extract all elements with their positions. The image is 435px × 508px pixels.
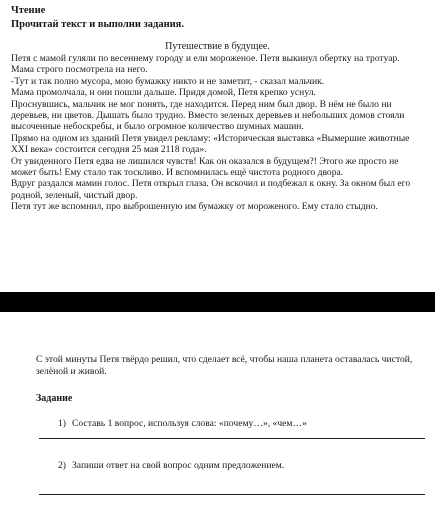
task-number: 2): [58, 460, 66, 471]
story-title: Путешествие в будущее.: [165, 41, 270, 52]
story-paragraph: -Тут и так полно мусора, мою бумажку никто и не заметит, - сказал мальчик.: [11, 75, 325, 87]
task-item: [58, 460, 284, 471]
story-paragraph: Петя тут же вспомнил, про выброшенную им бумажку от мороженого. Ему стало стыдно.: [11, 201, 378, 213]
story-text: [11, 53, 425, 213]
answer-line: [39, 438, 425, 439]
story-paragraph: Петя с мамой гуляли по весеннему городу и ели мороженое. Петя выкинул обертку на тротуар. Мама строго посмотрела на него.: [11, 53, 400, 76]
story-paragraph: Вдруг раздался мамин голос. Петя открыл глаза. Он вскочил и подбежал к окну. За окном был его родной, зеленый, чистый двор.: [11, 178, 411, 201]
story-paragraph: Проснувшись, мальчик не мог понять, где находится. Перед ним был двор. В нём не было ни деревьев, ни цветов. Дышать было трудно. Вместо зеленых деревьев и небольших домов стояли высоченные небоскребы, и было огромное количество шумных машин.: [11, 98, 405, 133]
story-conclusion: [36, 354, 426, 378]
instruction-heading: Прочитай текст и выполни задания.: [11, 19, 184, 30]
task-number: 1): [58, 418, 66, 429]
worksheet-bottom: [0, 312, 435, 508]
conclusion-text: С этой минуты Петя твёрдо решил, что сделает всё, чтобы наша планета оставалась чистой, зелёной и живой.: [36, 354, 413, 377]
page-separator-band: [0, 292, 435, 312]
task-text: Запиши ответ на свой вопрос одним предложением.: [72, 460, 285, 471]
subject-heading: Чтение: [11, 5, 46, 16]
task-text: Составь 1 вопрос, используя слова: «почему…», «чем…»: [72, 418, 307, 429]
story-paragraph: Прямо на одном из зданий Петя увидел рекламу: «Историческая выставка «Вымершие животные XXI века» состоится сегодня 25 мая 2118 года».: [11, 132, 410, 156]
task-item: [58, 418, 307, 429]
answer-line: [39, 494, 425, 495]
tasks-heading: Задание: [36, 393, 73, 404]
story-paragraph: От увиденного Петя едва не лишился чувств! Как он оказался в будущем?! Этого же просто не может быть! Ему стало так тоскливо. И вспомнилась ещё чистота родного двора.: [11, 155, 399, 179]
story-paragraph: Мама промолчала, и они пошли дальше. Придя домой, Петя крепко уснул.: [11, 87, 316, 99]
